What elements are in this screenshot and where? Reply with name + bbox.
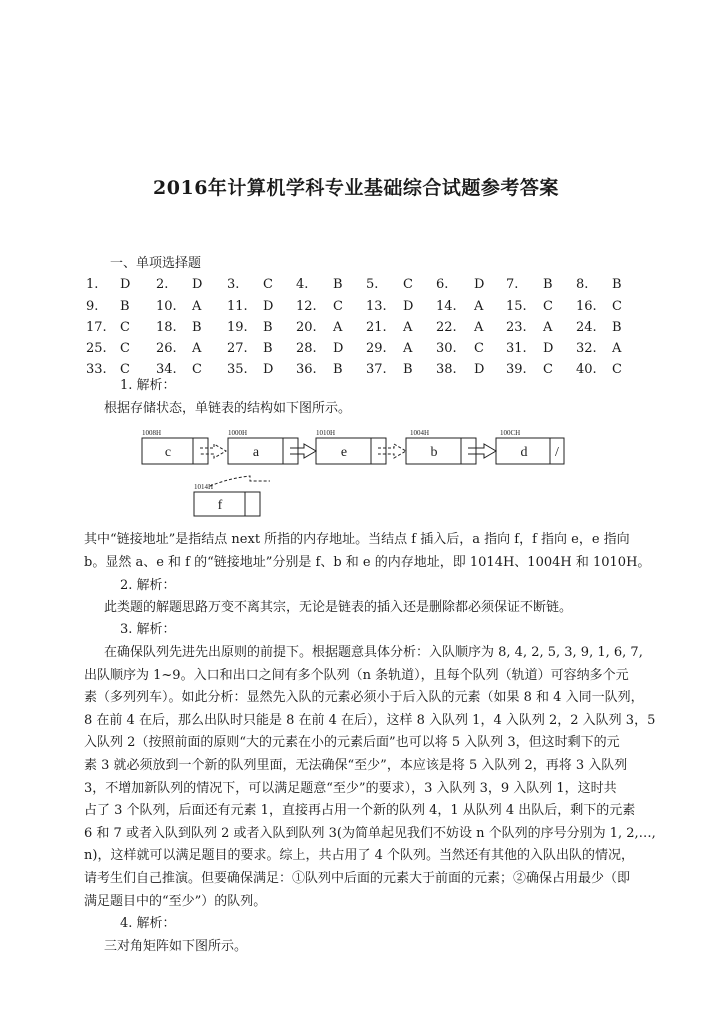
q3-text-line: 入队列 2（按照前面的原则“大的元素在小的元素后面”也可以将 5 入队列 3，但这时剩下的元: [84, 735, 620, 750]
q3-text-line: 占了 3 个队列，后面还有元素 1，直接再占用一个新的队列 4，1 从队列 4 出队后，剩下的元素: [84, 803, 636, 818]
answer-letter: B: [120, 299, 130, 314]
answer-number: 19.: [227, 320, 248, 335]
answer-letter: C: [120, 320, 130, 335]
node-value: d: [520, 445, 528, 460]
answer-letter: B: [333, 277, 343, 292]
q1-heading: 1. 解析：: [120, 378, 176, 393]
arrow-icon: [200, 444, 226, 458]
q2-heading: 2. 解析：: [120, 578, 176, 593]
answer-letter: C: [474, 341, 484, 356]
answer-letter: C: [612, 299, 622, 314]
q3-text-line: 8 在前 4 在后，那么出队时只能是 8 在前 4 在后），这样 8 入队列 1，4 入队列 2，2 入队列 3，5: [84, 713, 656, 728]
answer-letter: D: [263, 299, 274, 314]
page-title: 2016年计算机学科专业基础综合试题参考答案: [153, 177, 559, 199]
q3-heading: 3. 解析：: [120, 622, 176, 637]
q3-text-line: 素 3 就必须放到一个新的队列里面，无法确保“至少”，本应该是将 5 入队列 2，再将 3 入队列: [84, 758, 628, 773]
node-box: [406, 438, 476, 464]
answer-number: 10.: [156, 299, 177, 314]
node-value: f: [217, 498, 223, 513]
answer-number: 5.: [366, 277, 379, 292]
answer-letter: A: [192, 299, 202, 314]
answer-number: 37.: [366, 362, 387, 377]
q3-text-line: 6 和 7 或者入队到队列 2 或者入队到队列 3(为简单起见我们不妨设 n 个队列的序号分别为 1, 2,…,: [84, 826, 656, 841]
answer-number: 32.: [576, 341, 597, 356]
answer-letter: B: [403, 362, 413, 377]
answer-letter: A: [192, 341, 202, 356]
q4-heading: 4. 解析：: [120, 916, 176, 931]
node-value: e: [340, 445, 348, 460]
answer-letter: C: [120, 362, 130, 377]
answer-number: 22.: [436, 320, 457, 335]
arrow-icon: [468, 444, 496, 458]
arrow-icon: [290, 444, 316, 458]
insert-arrow-icon: [210, 476, 270, 486]
answer-letter: C: [612, 362, 622, 377]
q1-text-line: b。显然 a、e 和 f 的“链接地址”分别是 f、b 和 e 的内存地址，即 1014H、1004H 和 1010H。: [84, 555, 651, 570]
answer-letter: A: [403, 320, 413, 335]
answer-number: 17.: [86, 320, 107, 335]
answer-letter: D: [333, 341, 344, 356]
answer-number: 14.: [436, 299, 457, 314]
answer-number: 11.: [227, 299, 248, 314]
answer-number: 25.: [86, 341, 107, 356]
answer-number: 23.: [506, 320, 527, 335]
answer-number: 6.: [436, 277, 449, 292]
answer-letter: C: [120, 341, 130, 356]
answer-letter: B: [263, 341, 273, 356]
q3-text-line: n)，这样就可以满足题目的要求。综上，共占用了 4 个队列。当然还有其他的入队出队的情况，: [84, 848, 634, 863]
answer-letter: A: [403, 341, 413, 356]
answer-number: 26.: [156, 341, 177, 356]
answer-letter: D: [403, 299, 414, 314]
answer-number: 39.: [506, 362, 527, 377]
node-address: 100CH: [500, 429, 521, 437]
answer-letter: D: [192, 277, 203, 292]
answer-number: 16.: [576, 299, 597, 314]
answer-number: 1.: [86, 277, 99, 292]
linked-list-diagram: [130, 428, 590, 528]
answer-number: 3.: [227, 277, 240, 292]
q3-text-line: 满足题目中的“至少”）的队列。: [84, 894, 267, 909]
answer-letter: D: [120, 277, 131, 292]
q1-intro: 根据存储状态，单链表的结构如下图所示。: [104, 401, 352, 416]
answer-letter: C: [403, 277, 413, 292]
answer-number: 36.: [296, 362, 317, 377]
answer-letter: C: [333, 299, 343, 314]
answer-letter: A: [474, 299, 484, 314]
answer-number: 38.: [436, 362, 457, 377]
answer-number: 9.: [86, 299, 99, 314]
answer-number: 30.: [436, 341, 457, 356]
answer-letter: A: [333, 320, 343, 335]
answer-number: 2.: [156, 277, 169, 292]
node-address: 1008H: [142, 429, 162, 437]
answer-number: 7.: [506, 277, 519, 292]
node-value: b: [430, 445, 438, 460]
answer-letter: B: [192, 320, 202, 335]
answer-number: 40.: [576, 362, 597, 377]
section-heading-single-choice: 一、单项选择题: [110, 256, 202, 271]
answer-number: 13.: [366, 299, 387, 314]
answer-letter: C: [543, 299, 553, 314]
q4-text-line: 三对角矩阵如下图所示。: [104, 939, 248, 954]
answer-number: 24.: [576, 320, 597, 335]
node-value: a: [252, 445, 260, 460]
answer-number: 31.: [506, 341, 527, 356]
answer-letter: A: [543, 320, 553, 335]
q1-text-line: 其中“链接地址”是指结点 next 所指的内存地址。当结点 f 插入后，a 指向 f，f 指向 e，e 指向: [84, 532, 630, 547]
arrow-icon: [378, 444, 406, 458]
answer-number: 34.: [156, 362, 177, 377]
null-pointer-mark: /: [555, 445, 559, 460]
q3-text-line: 请考生们自己推演。但要确保满足：①队列中后面的元素大于前面的元素；②确保占用最少（即: [84, 871, 631, 886]
q3-text-line: 3，不增加新队列的情况下，可以满足题意“至少”的要求），3 入队列 3，9 入队列 1，这时共: [84, 781, 617, 796]
answer-number: 20.: [296, 320, 317, 335]
answer-letter: B: [543, 277, 553, 292]
q3-text-line: 出队顺序为 1~9。入口和出口之间有多个队列（n 条轨道），且每个队列（轨道）可容纳多个元: [84, 668, 629, 683]
q2-text-line: 此类题的解题思路万变不离其宗，无论是链表的插入还是删除都必须保证不断链。: [104, 600, 573, 615]
answer-letter: B: [333, 362, 343, 377]
answer-letter: A: [474, 320, 484, 335]
q3-text-line: 素（多列列车）。如此分析：显然先入队的元素必须小于后入队的元素（如果 8 和 4 入同一队列，: [84, 690, 644, 705]
answer-letter: D: [543, 341, 554, 356]
answer-letter: D: [263, 362, 274, 377]
answer-number: 15.: [506, 299, 527, 314]
answer-number: 4.: [296, 277, 309, 292]
answer-number: 28.: [296, 341, 317, 356]
node-box: [228, 438, 298, 464]
answer-letter: C: [263, 277, 273, 292]
node-address: 1000H: [228, 429, 248, 437]
answer-number: 27.: [227, 341, 248, 356]
answer-letter: D: [474, 362, 485, 377]
answer-number: 12.: [296, 299, 317, 314]
answer-number: 33.: [86, 362, 107, 377]
answer-letter: C: [543, 362, 553, 377]
answer-letter: D: [474, 277, 485, 292]
answer-letter: A: [612, 341, 622, 356]
node-box: [142, 438, 208, 464]
answer-number: 29.: [366, 341, 387, 356]
q3-text-line: 在确保队列先进先出原则的前提下。根据题意具体分析：入队顺序为 8, 4, 2, 5, 3, 9, 1, 6, 7,: [104, 645, 643, 660]
answer-number: 35.: [227, 362, 248, 377]
node-value: c: [164, 445, 172, 460]
node-box: [316, 438, 386, 464]
answer-letter: C: [192, 362, 202, 377]
answer-letter: B: [612, 320, 622, 335]
answer-letter: B: [263, 320, 273, 335]
node-box: [496, 438, 564, 464]
node-box: [194, 492, 260, 516]
node-address: 1004H: [410, 429, 430, 437]
node-address: 1010H: [316, 429, 336, 437]
node-address: 1014H: [194, 483, 214, 491]
answer-number: 8.: [576, 277, 589, 292]
answer-number: 21.: [366, 320, 387, 335]
answer-number: 18.: [156, 320, 177, 335]
answer-letter: B: [612, 277, 622, 292]
